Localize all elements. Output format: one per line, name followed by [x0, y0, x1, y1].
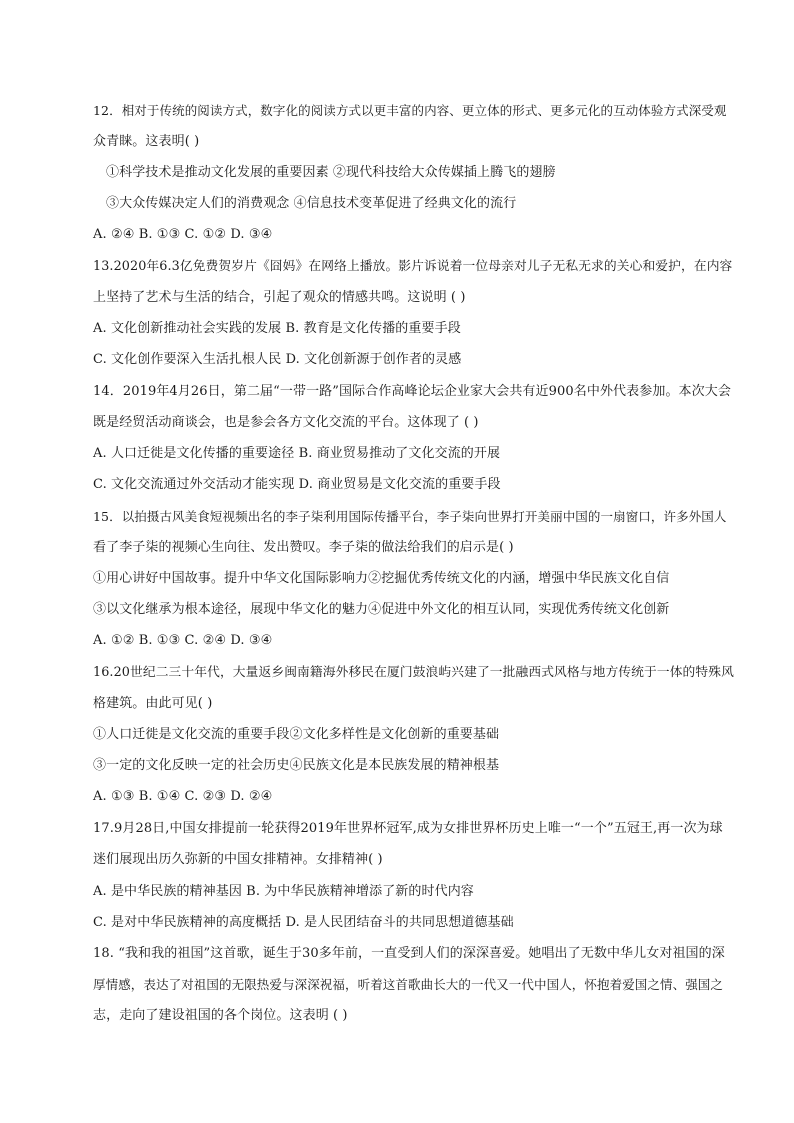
q15-stem-line-1: 15．以拍摄古风美食短视频出名的李子柒利用国际传播平台，李子柒向世界打开美丽中国的一扇窗口，许多外国人: [93, 509, 727, 524]
q13-option-line-2: C. 文化创作要深入生活扎根人民 D. 文化创新源于创作者的灵感: [93, 352, 462, 367]
q14-option-line-2: C. 文化交流通过外交活动才能实现 D. 商业贸易是文化交流的重要手段: [93, 477, 501, 492]
q12-statement-line-1: ①科学技术是推动文化发展的重要因素 ②现代科技给大众传媒插上腾飞的翅膀: [106, 165, 556, 180]
q18-stem-line-2: 厚情感，表达了对祖国的无限热爱与深深祝福，听着这首歌曲长大的一代又一代中国人，怀抱着爱国之情、强国之: [93, 977, 724, 992]
q17-option-line-2: C. 是对中华民族精神的高度概括 D. 是人民团结奋斗的共同思想道德基础: [93, 915, 514, 930]
q14-stem-line-1: 14．2019年4月26日，第二届“一带一路”国际合作高峰论坛企业家大会共有近900名中外代表参加。本次大会: [93, 384, 731, 399]
q13-stem-line-1: 13.2020年6.3亿免费贺岁片《囧妈》在网络上播放。影片诉说着一位母亲对儿子无私无求的关心和爱护，在内容: [93, 259, 733, 274]
q18-stem-line-3: 志，走向了建设祖国的各个岗位。这表明 ( ): [93, 1008, 348, 1023]
q17-option-line-1: A. 是中华民族的精神基因 B. 为中华民族精神增添了新的时代内容: [93, 884, 474, 899]
q17-stem-line-2: 迷们展现出历久弥新的中国女排精神。女排精神( ): [93, 852, 383, 867]
q12-statement-line-2: ③大众传媒决定人们的消费观念 ④信息技术变革促进了经典文化的流行: [106, 196, 517, 211]
q16-answer-options: A. ①③ B. ①④ C. ②③ D. ②④: [93, 789, 273, 804]
q14-option-line-1: A. 人口迁徙是文化传播的重要途径 B. 商业贸易推动了文化交流的开展: [93, 446, 501, 461]
q12-answer-options: A. ②④ B. ①③ C. ①② D. ③④: [93, 227, 273, 242]
q15-answer-options: A. ①② B. ①③ C. ②④ D. ③④: [93, 633, 273, 648]
q18-stem-line-1: 18. “我和我的祖国”这首歌，诞生于30多年前，一直受到人们的深深喜爱。她唱出了无数中华儿女对祖国的深: [93, 946, 725, 961]
q17-stem-line-1: 17.9月28日,中国女排提前一轮获得2019年世界杯冠军,成为女排世界杯历史上唯一“一个”五冠王,再一次为球: [93, 821, 723, 836]
q13-option-line-1: A. 文化创新推动社会实践的发展 B. 教育是文化传播的重要手段: [93, 321, 461, 336]
q13-stem-line-2: 上坚持了艺术与生活的结合，引起了观众的情感共鸣。这说明 ( ): [93, 290, 466, 305]
q14-stem-line-2: 既是经贸活动商谈会，也是参会各方文化交流的平台。这体现了 ( ): [93, 415, 479, 430]
q12-stem-line-1: 12．相对于传统的阅读方式，数字化的阅读方式以更丰富的内容、更立体的形式、更多元化的互动体验方式深受观: [93, 103, 727, 118]
q15-stem-line-2: 看了李子柒的视频心生向往、发出赞叹。李子柒的做法给我们的启示是( ): [93, 540, 514, 555]
q16-statement-line-1: ①人口迁徙是文化交流的重要手段②文化多样性是文化创新的重要基础: [93, 727, 500, 742]
q12-stem-line-2: 众青睐。这表明( ): [93, 134, 200, 149]
q16-stem-line-1: 16.20世纪二三十年代，大量返乡闽南籍海外移民在厦门鼓浪屿兴建了一批融西式风格与地方传统于一体的特殊风: [93, 665, 734, 680]
q16-statement-line-2: ③一定的文化反映一定的社会历史④民族文化是本民族发展的精神根基: [93, 758, 500, 773]
q15-statement-line-2: ③以文化继承为根本途径，展现中华文化的魅力④促进中外文化的相互认同，实现优秀传统文化创新: [93, 602, 670, 617]
q15-statement-line-1: ①用心讲好中国故事。提升中华文化国际影响力②挖掘优秀传统文化的内涵，增强中华民族文化自信: [93, 571, 670, 586]
q16-stem-line-2: 格建筑。由此可见( ): [93, 696, 213, 711]
